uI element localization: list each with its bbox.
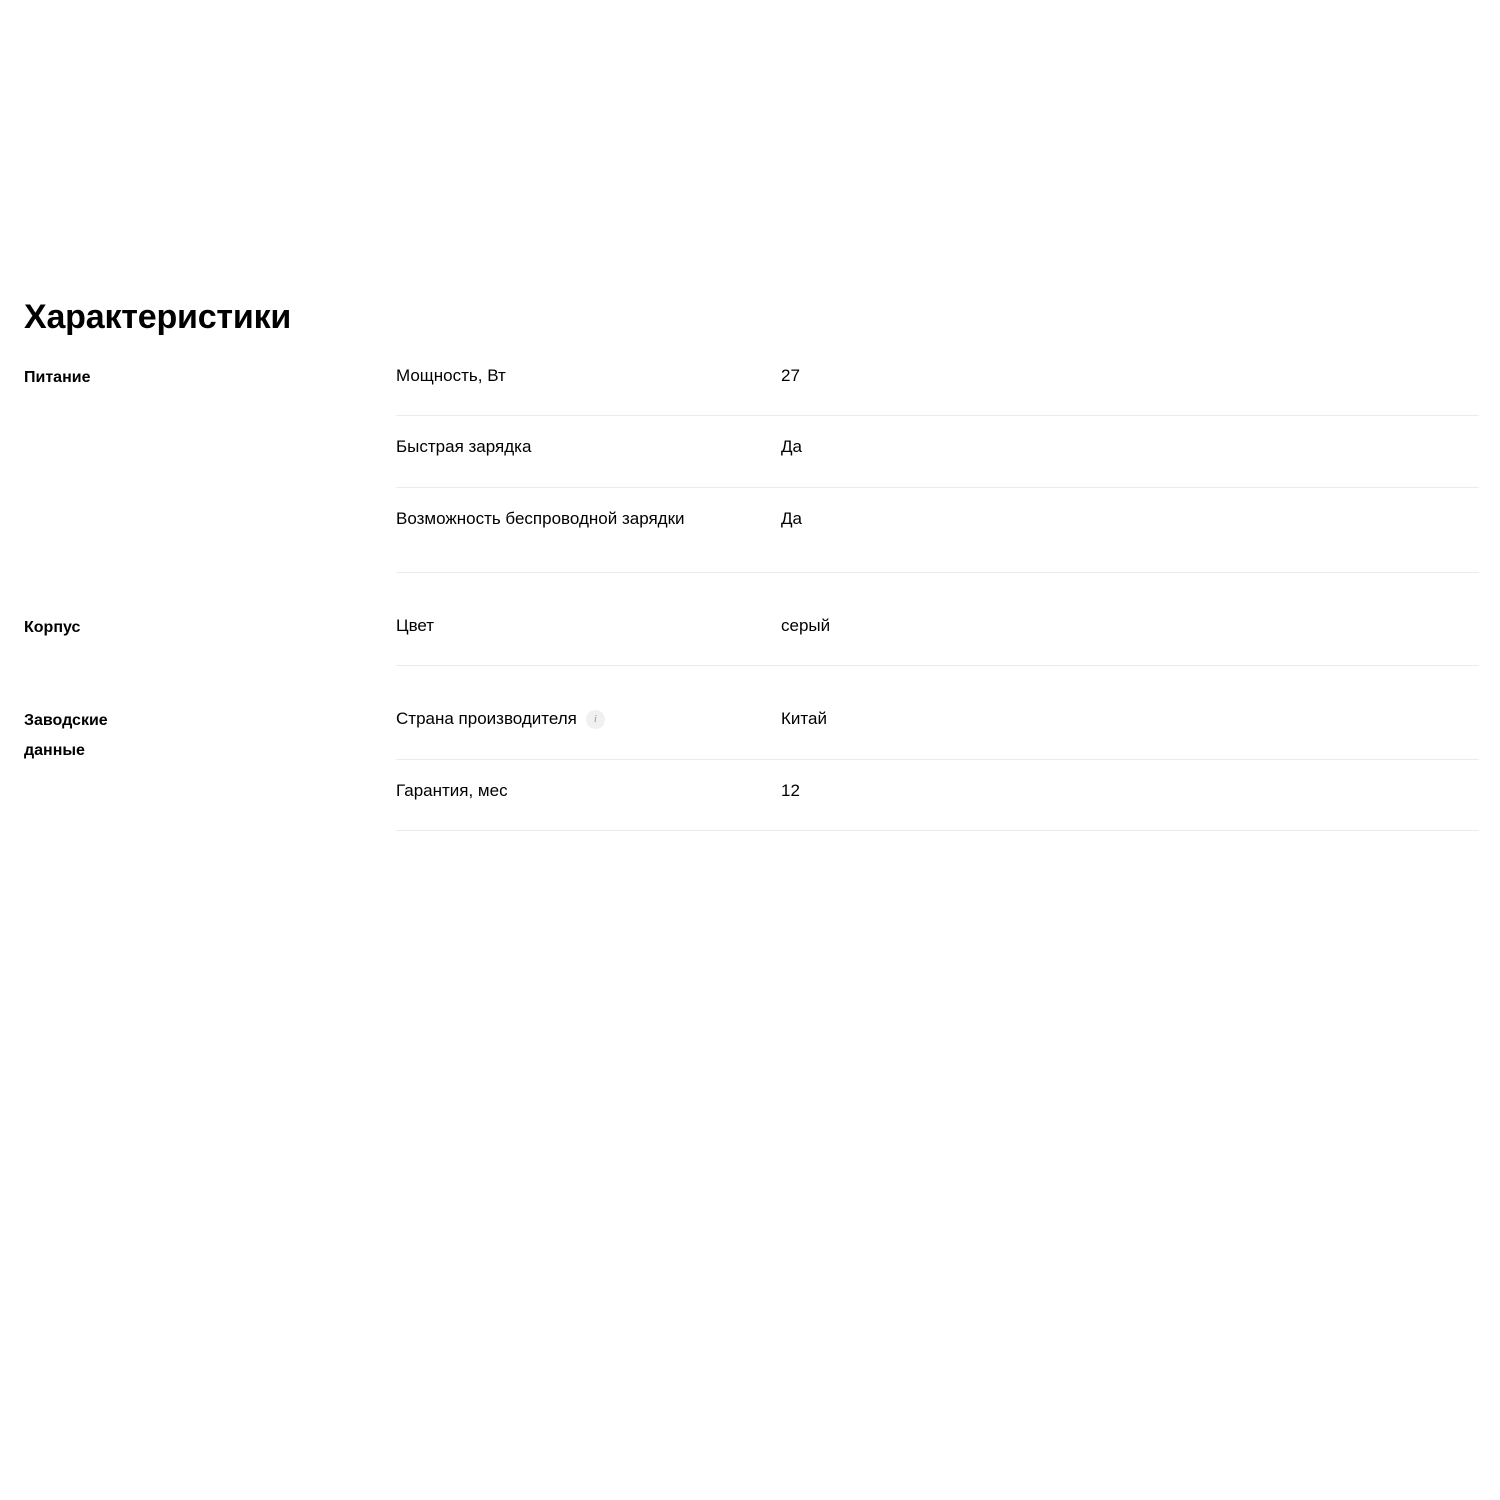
spec-row-label: Гарантия, мес — [396, 780, 508, 800]
spec-row-label: Цвет — [396, 616, 435, 636]
spec-group-title — [24, 595, 396, 643]
spec-group-title-line: Заводские — [24, 712, 108, 730]
specifications-table — [24, 345, 1479, 831]
page-title: Характеристики — [24, 298, 292, 337]
group-spacer — [24, 666, 1479, 688]
spec-row-label: Мощность, Вт — [396, 366, 506, 385]
spec-group-title-line: Питание — [24, 369, 91, 386]
spec-row-name — [396, 613, 781, 639]
spec-row-name — [396, 363, 781, 389]
spec-row-value: Да — [781, 508, 802, 528]
spec-row-name — [396, 706, 781, 732]
spec-group-factory-data — [24, 688, 1479, 831]
group-spacer — [24, 573, 1479, 595]
spec-group-title — [24, 345, 396, 393]
spec-group-title — [24, 688, 396, 765]
spec-group-rows — [396, 595, 1479, 666]
spec-group-rows — [396, 688, 1479, 831]
spec-row — [396, 760, 1479, 831]
spec-row — [396, 416, 1479, 487]
spec-row — [396, 595, 1479, 666]
spec-row-name — [396, 778, 781, 804]
spec-row-value: 27 — [781, 366, 800, 385]
spec-row-name — [396, 434, 781, 460]
info-icon[interactable]: i — [586, 710, 605, 729]
spec-row — [396, 688, 1479, 759]
spec-row-name — [396, 506, 781, 532]
spec-row-value: Да — [781, 437, 802, 457]
spec-group-power — [24, 345, 1479, 573]
spec-row-value: серый — [781, 616, 831, 636]
spec-group-title-line: Корпус — [24, 619, 81, 637]
spec-row-value: Китай — [781, 709, 827, 729]
spec-row-label: Страна производителя — [396, 709, 577, 729]
spec-row — [396, 345, 1479, 416]
spec-row-label: Возможность беспроводной зарядки — [396, 508, 685, 528]
spec-group-body — [24, 595, 1479, 666]
spec-group-title-line: данные — [24, 741, 85, 759]
spec-row-value: 12 — [781, 780, 800, 800]
spec-row — [396, 488, 1479, 573]
spec-row-label: Быстрая зарядка — [396, 437, 532, 457]
spec-group-rows — [396, 345, 1479, 573]
